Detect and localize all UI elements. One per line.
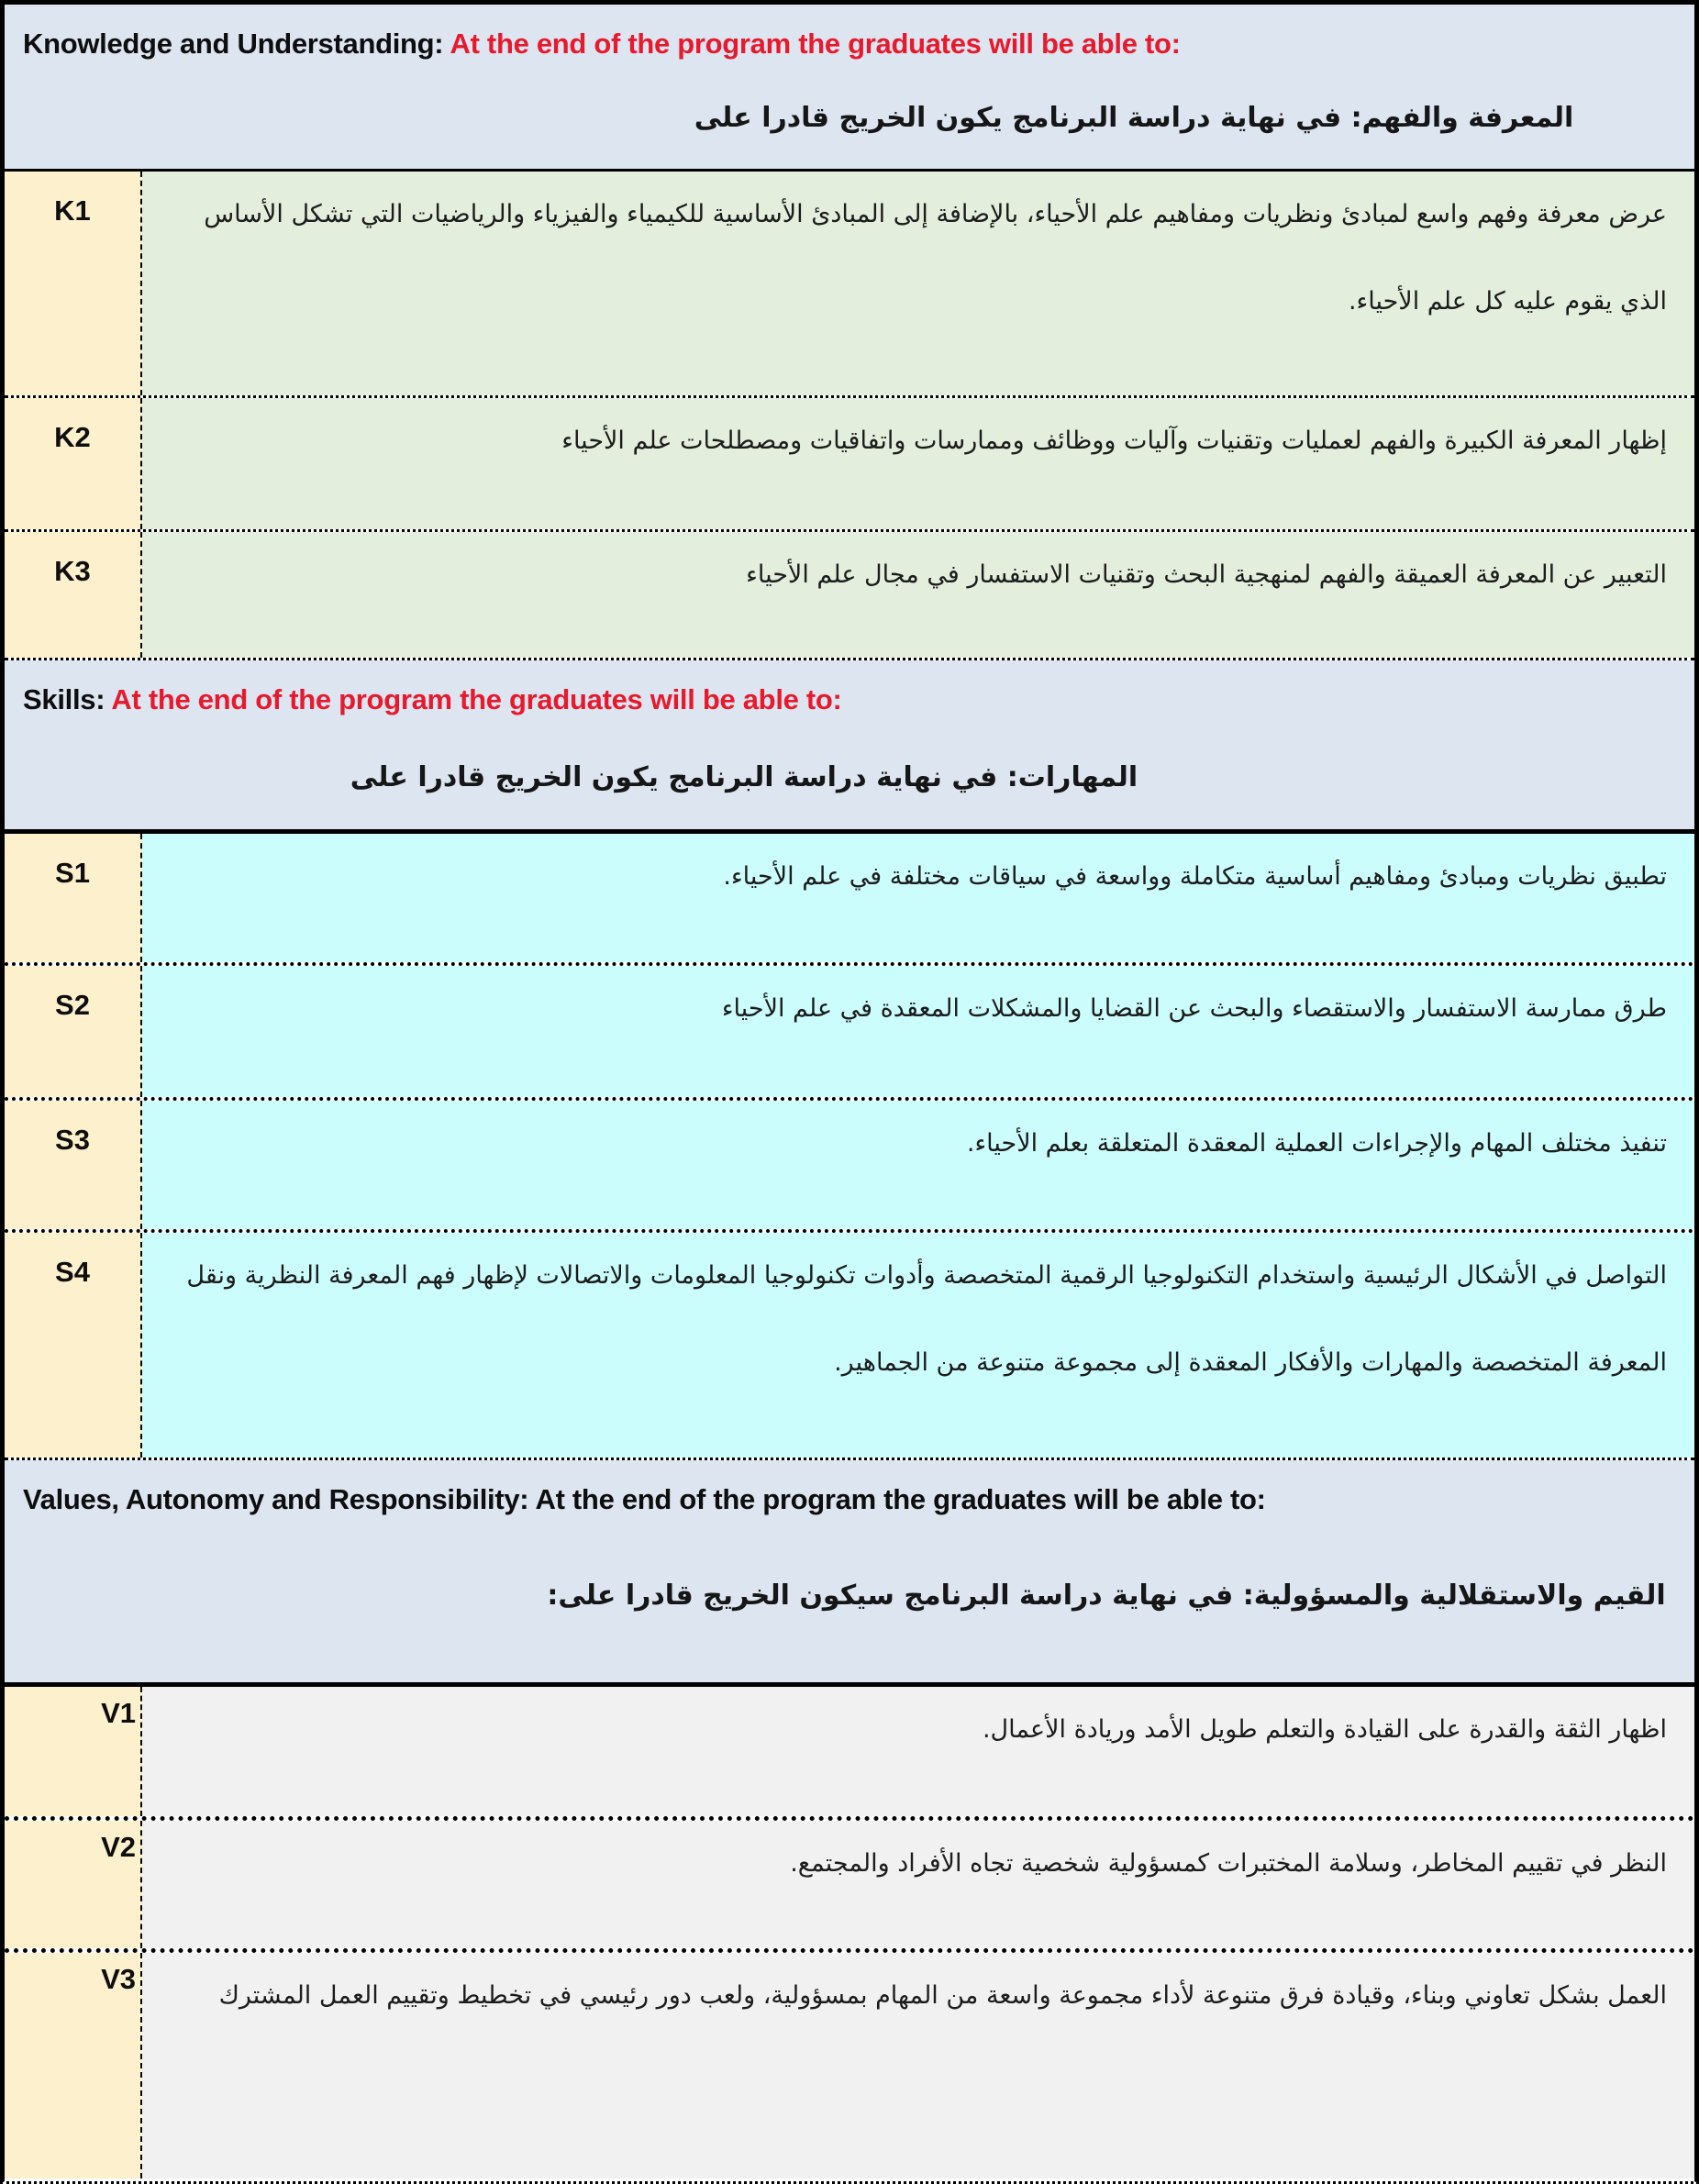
- outcome-code-s3: S3: [5, 1101, 142, 1229]
- knowledge-header-line-en: [23, 27, 1676, 61]
- outcome-code-v1: V1: [5, 1687, 142, 1816]
- skills-header-arabic: المهارات: في نهاية دراسة البرنامج يكون الخريج قادرا على: [350, 761, 1138, 794]
- skills-header-title: Skills:: [23, 683, 105, 715]
- outcome-text-s2: طرق ممارسة الاستفسار والاستقصاء والبحث عن القضايا والمشكلات المعقدة في علم الأحياء: [142, 966, 1694, 1097]
- outcome-text-k3: التعبير عن المعرفة العميقة والفهم لمنهجية البحث وتقنيات الاستفسار في مجال علم الأحياء: [142, 532, 1694, 658]
- section-skills: [5, 660, 1694, 1460]
- outcome-row-s1: [5, 834, 1694, 966]
- knowledge-header-tail: At the end of the program the graduates will be able to:: [450, 28, 1181, 60]
- outcome-code-k3: K3: [5, 532, 142, 658]
- outcome-code-s2: S2: [5, 966, 142, 1097]
- section-values: [5, 1460, 1694, 2178]
- outcome-row-k2: [5, 398, 1694, 532]
- outcome-text-v3: العمل بشكل تعاوني وبناء، وقيادة فرق متنوعة لأداء مجموعة واسعة من المهام بمسؤولية، ولعب دور رئيسي في تخطيط وتقييم العمل المشترك: [142, 1953, 1694, 2178]
- outcome-row-s3: [5, 1101, 1694, 1233]
- knowledge-header-title: Knowledge and Understanding:: [23, 28, 444, 60]
- outcome-text-s4: التواصل في الأشكال الرئيسية واستخدام التكنولوجيا الرقمية المتخصصة وأدوات تكنولوجيا المعلومات والاتصالات لإظهار فهم المعرفة النظرية ونقل المعرفة المتخصصة والمهارات والأفكار المعقدة إلى مجموعة متنوعة من الجماهير.: [142, 1233, 1694, 1458]
- values-header-arabic: القيم والاستقلالية والمسؤولية: في نهاية دراسة البرنامج سيكون الخريج قادرا على:: [547, 1580, 1666, 1613]
- outcome-row-v3: [5, 1953, 1694, 2178]
- knowledge-header-arabic: المعرفة والفهم: في نهاية دراسة البرنامج يكون الخريج قادرا على: [694, 102, 1574, 135]
- outcome-row-v2: [5, 1821, 1694, 1953]
- section-knowledge: [5, 5, 1694, 660]
- outcome-row-v1: [5, 1687, 1694, 1821]
- outcome-code-v2: V2: [5, 1821, 142, 1948]
- knowledge-section-header: [5, 5, 1694, 172]
- outcome-row-s2: [5, 966, 1694, 1101]
- outcome-text-s1: تطبيق نظريات ومبادئ ومفاهيم أساسية متكاملة وواسعة في سياقات مختلفة في علم الأحياء.: [142, 834, 1694, 962]
- outcome-row-k3: [5, 532, 1694, 660]
- values-header-title: Values, Autonomy and Responsibility:: [23, 1483, 529, 1515]
- outcome-code-k1: K1: [5, 172, 142, 395]
- values-header-tail: At the end of the program the graduates will be able to:: [535, 1483, 1266, 1515]
- outcome-row-k1: [5, 172, 1694, 398]
- outcome-code-s1: S1: [5, 834, 142, 962]
- outcome-text-k1: عرض معرفة وفهم واسع لمبادئ ونظريات ومفاهيم علم الأحياء، بالإضافة إلى المبادئ الأساسية للكيمياء والفيزياء والرياضيات التي تشكل الأساس الذي يقوم عليه كل علم الأحياء.: [142, 172, 1694, 395]
- skills-header-line-en: [23, 682, 1676, 716]
- outcome-text-k2: إظهار المعرفة الكبيرة والفهم لعمليات وتقنيات وآليات ووظائف وممارسات واتفاقيات ومصطلحات علم الأحياء: [142, 398, 1694, 529]
- outcome-text-v2: النظر في تقييم المخاطر، وسلامة المختبرات كمسؤولية شخصية تجاه الأفراد والمجتمع.: [142, 1821, 1694, 1948]
- outcome-text-v1: اظهار الثقة والقدرة على القيادة والتعلم طويل الأمد وريادة الأعمال.: [142, 1687, 1694, 1816]
- outcome-code-k2: K2: [5, 398, 142, 529]
- outcome-code-v3: V3: [5, 1953, 142, 2178]
- skills-header-tail: At the end of the program the graduates will be able to:: [111, 683, 842, 715]
- outcome-text-s3: تنفيذ مختلف المهام والإجراءات العملية المعقدة المتعلقة بعلم الأحياء.: [142, 1101, 1694, 1229]
- skills-section-header: [5, 660, 1694, 834]
- values-section-header: [5, 1460, 1694, 1687]
- outcome-row-s4: [5, 1233, 1694, 1460]
- values-header-line-en: [23, 1482, 1676, 1516]
- outcome-code-s4: S4: [5, 1233, 142, 1458]
